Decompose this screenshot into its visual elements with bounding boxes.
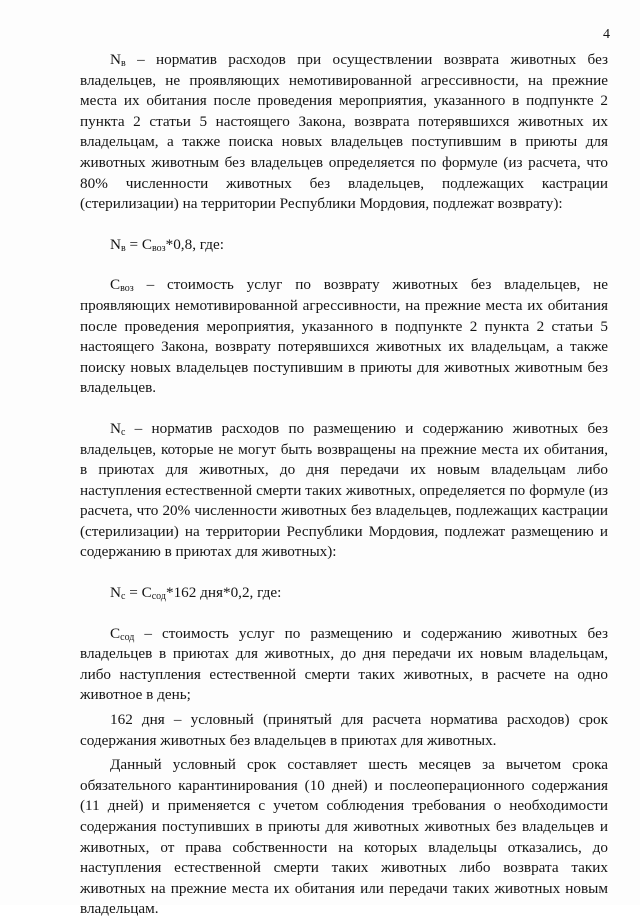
symbol-subscript: с: [120, 426, 126, 438]
formula-mid-subscript: сод: [151, 591, 166, 603]
symbol-subscript: сод: [120, 631, 135, 643]
formula-mid-subscript: воз: [152, 242, 166, 254]
paragraph-nv-definition: [80, 50, 608, 215]
paragraph-cvoz-definition: [80, 275, 608, 399]
formula-rhs: *0,8, где:: [165, 235, 224, 253]
symbol-subscript: в: [120, 58, 126, 69]
paragraph-text: – стоимость услуг по возврату животных без владельцев, не проявляющих немотивированной агрессивности, на прежние места их обитания после проведения мероприятия, указанного в подпункте 2 пункта 2 статьи 5 настоящего Закона, возврату потерявшихся животных их владельцам, а также поиску новых владельцев поступившим в приюты для животных животным без владельцев.: [80, 276, 608, 397]
formula-mid: = C: [125, 235, 152, 253]
formula-nv: [80, 235, 608, 256]
symbol: C: [110, 624, 121, 642]
symbol-subscript: воз: [120, 283, 134, 295]
paragraph-term-description: Данный условный срок составляет шесть месяцев за вычетом срока обязательного карантинирования (10 дней) и послеоперационного содержания (11 дней) и применяется с учетом соблюдения требования о необходимости содержания поступивших в приюты для животных животных без владельцев и животных, от права собственности на которых владельцы отказались, до наступления естественной смерти таких животных либо возврата таких животных на прежние места их обитания или передачи таких животных новым владельцам.: [80, 756, 608, 918]
paragraph-days-definition: 162 дня – условный (принятый для расчета норматива расходов) срок содержания животных без владельцев в приютах для животных.: [80, 711, 608, 749]
paragraph-text: – норматив расходов при осуществлении возврата животных без владельцев, не проявляющих немотивированной агрессивности, на прежние места их обитания после проведения мероприятия, указанного в подпункте 2 пункта 2 статьи 5 настоящего Закона, возврата потерявшихся животных их владельцам, а также поиска новых владельцев поступившим в приюты для животных животным без владельцев определяется по формуле (из расчета, что 80% численности животных без владельцев, подлежащих кастрации (стерилизации) на территории Республики Мордовия, подлежат возврату):: [80, 51, 608, 213]
formula-lhs-subscript: в: [120, 242, 126, 254]
formula-mid: = C: [125, 584, 152, 602]
page-number: 4: [603, 27, 610, 42]
symbol: N: [110, 419, 121, 437]
symbol: N: [110, 51, 121, 68]
document-body: [80, 50, 608, 920]
paragraph-nc-definition: [80, 419, 608, 563]
formula-lhs: N: [110, 584, 121, 602]
formula-nc: [80, 583, 608, 604]
paragraph-text: – стоимость услуг по размещению и содержанию животных без владельцев в приютах для животных, до дня передачи их новым владельцам, либо наступления естественной смерти таких животных, в расчете на одно животное в день;: [80, 624, 608, 704]
paragraph-text: – норматив расходов по размещению и содержанию животных без владельцев, которые не могут быть возвращены на прежние места их обитания, в приютах для животных, до дня передачи их новым владельцам либо наступления естественной смерти таких животных, определяется по формуле (из расчета, что 20% численности животных без владельцев, подлежащих кастрации (стерилизации) на территории Республики Мордовия, подлежат размещению и содержанию в приютах для животных):: [80, 419, 608, 561]
symbol: C: [110, 276, 121, 294]
paragraph-csod-definition: [80, 624, 608, 706]
formula-lhs: N: [110, 235, 121, 253]
formula-rhs: *162 дня*0,2, где:: [165, 584, 282, 602]
formula-lhs-subscript: с: [120, 591, 126, 603]
